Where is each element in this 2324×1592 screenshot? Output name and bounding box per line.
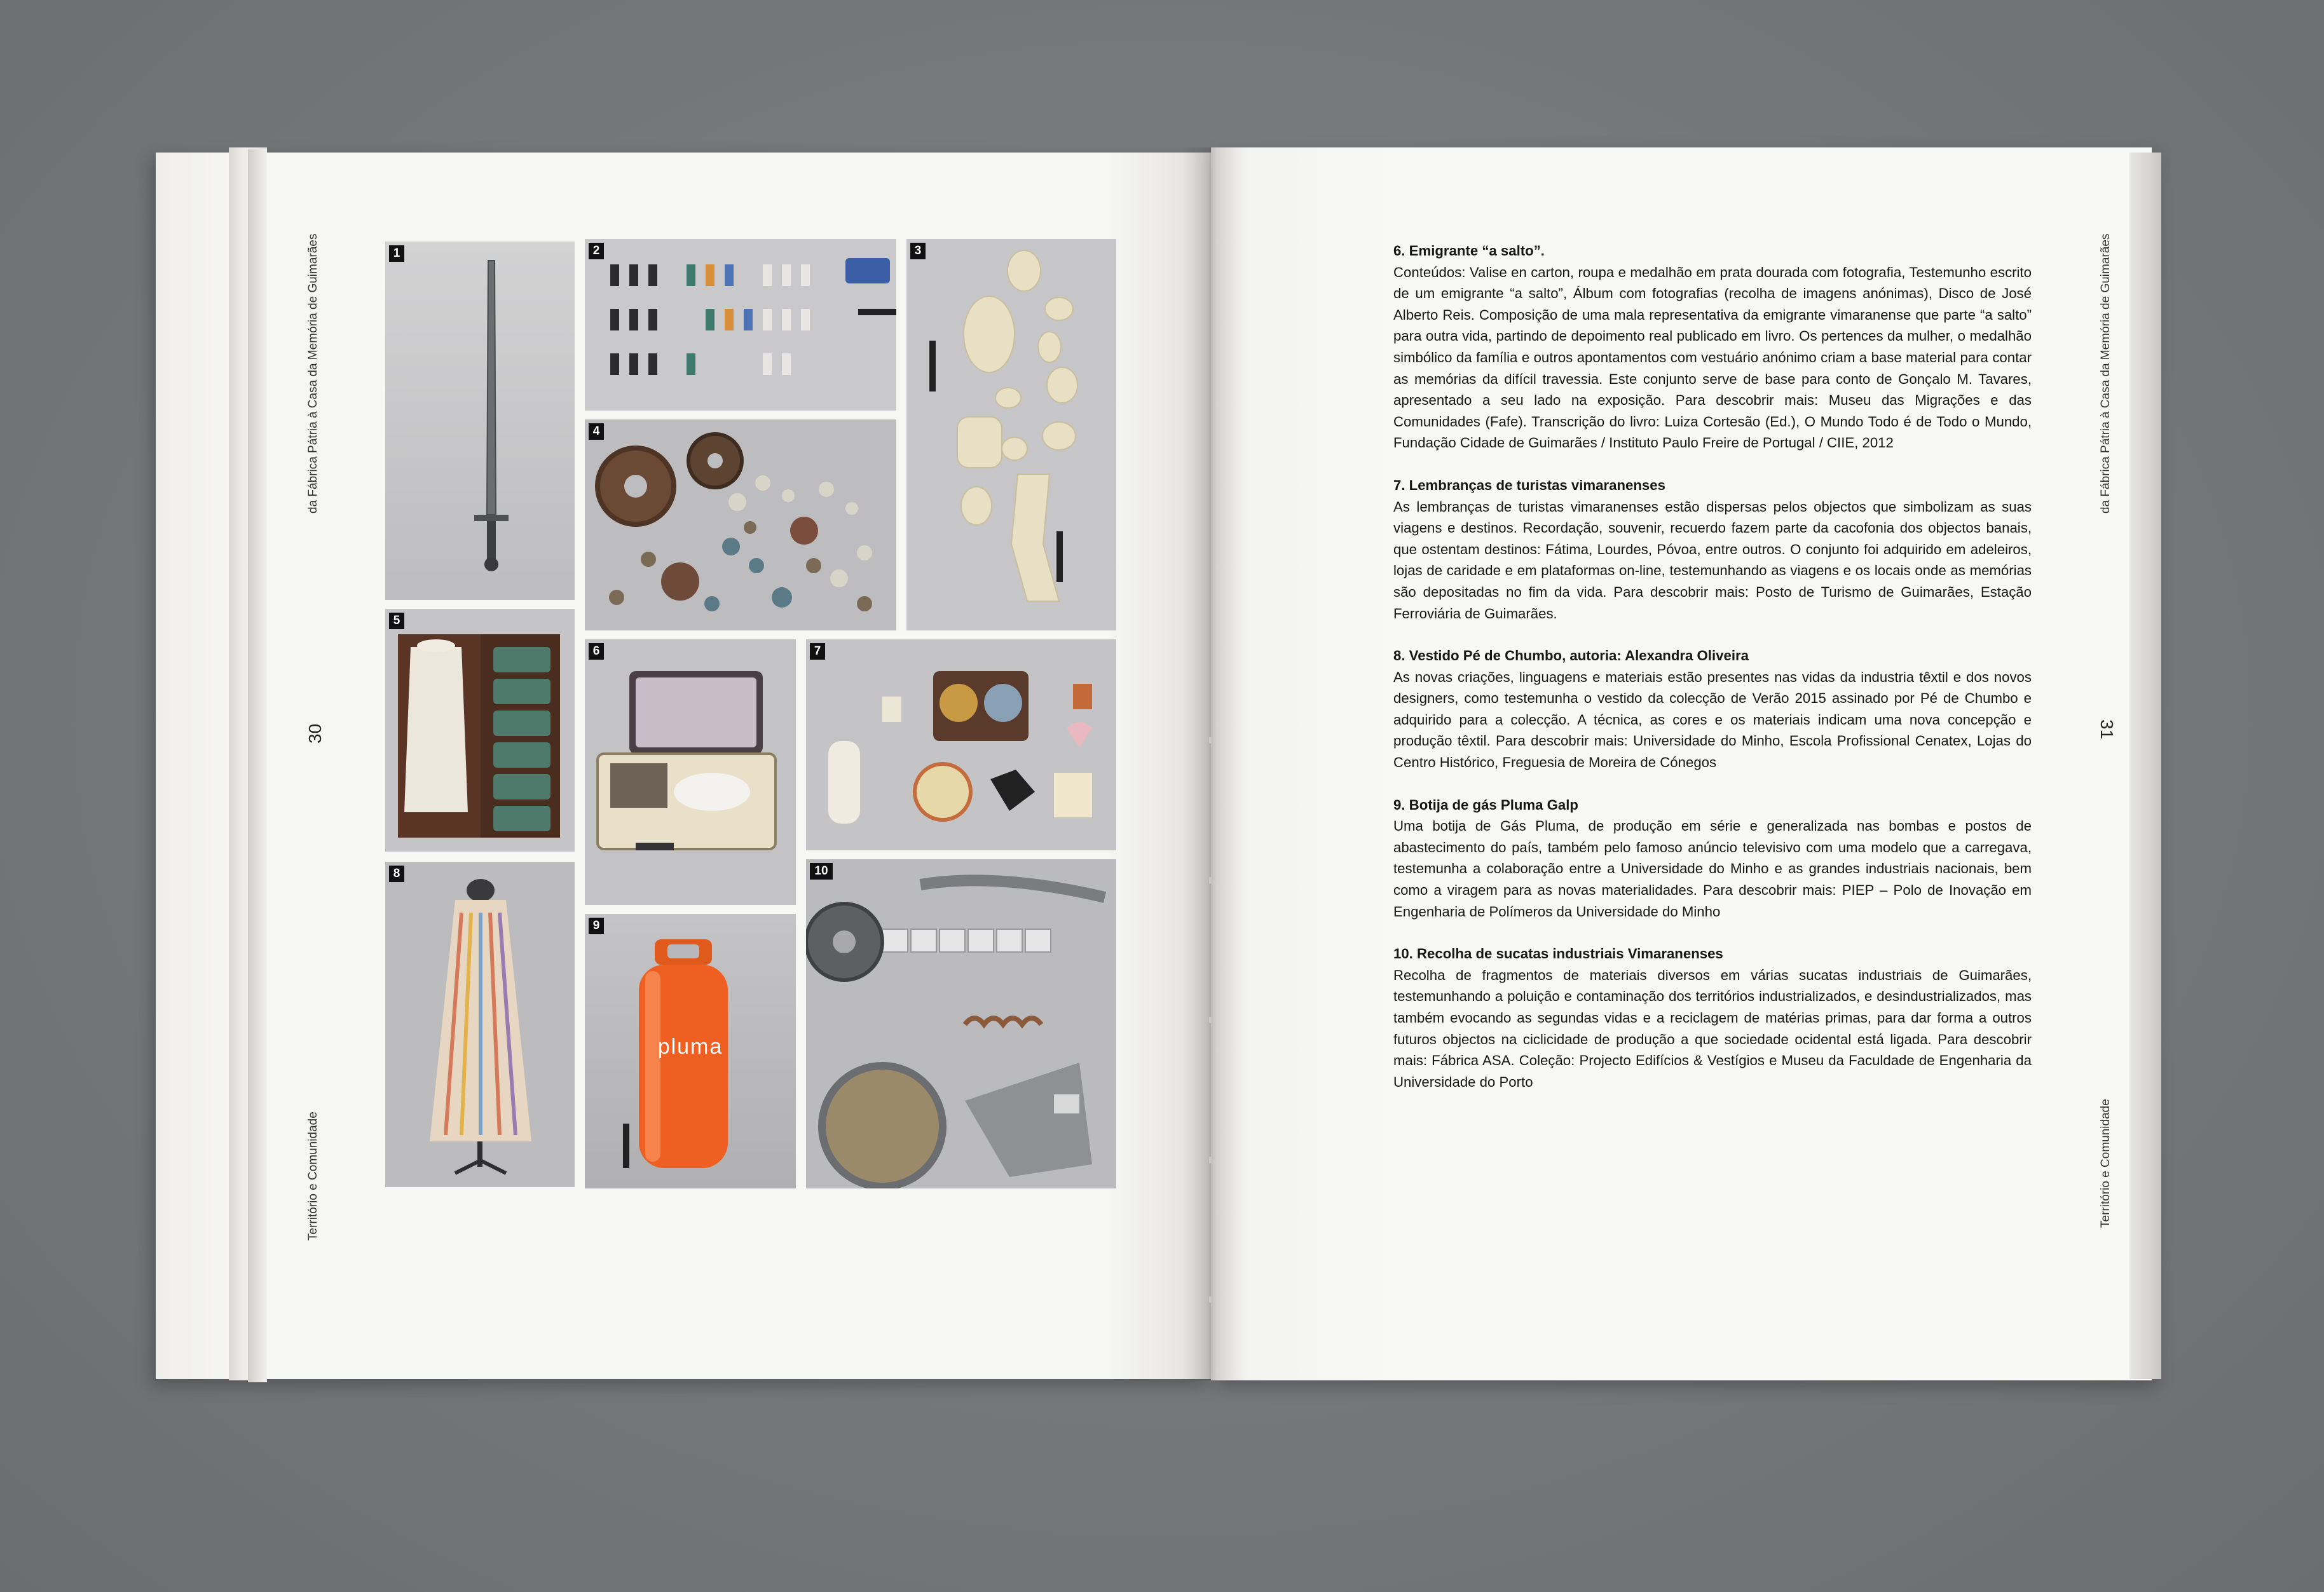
- binding-stitch: [1209, 737, 1212, 744]
- body-parts-illustration: [906, 239, 1116, 630]
- figure-3-body-parts-photo: [906, 239, 1116, 630]
- souvenirs-illustration: [806, 639, 1116, 850]
- binding-stitch: [1209, 877, 1212, 883]
- figure-9-gas-cylinder-photo: [585, 914, 796, 1188]
- figure-number-1: 1: [389, 245, 404, 262]
- cylinder-brand-label: pluma: [657, 1035, 723, 1059]
- page-number-left: 30: [305, 723, 325, 744]
- figure-number-4: 4: [589, 423, 604, 440]
- page-number-right: 31: [2097, 719, 2117, 740]
- figure-number-5: 5: [389, 613, 404, 629]
- entry-body: As lembranças de turistas vimaranenses estão dispersas pelos objectos que simbolizam as suas viagens e destinos. Recordação, souvenir, recuerdo fazem parte da cacofonia dos objectos banais, que ostentam destinos: Fátima, Lourdes, Póvoa, entre outros. O conjunto foi adquirido em adeleiros, lojas de caridade e em plataformas on-line, testemunhando as viagens e os locais onde as memórias são depositadas no fim da vida. Para descobrir mais: Posto de Turismo de Guimarães, Estação Ferroviária de Guimarães.: [1393, 498, 2032, 622]
- gears-illustration: [585, 419, 896, 630]
- figure-number-6: 6: [589, 643, 604, 660]
- figure-7-souvenirs-photo: [806, 639, 1116, 850]
- binding-stitch: [1209, 1157, 1212, 1163]
- figure-number-7: 7: [810, 643, 825, 660]
- entry-title: 10. Recolha de sucatas industriais Vimaranenses: [1393, 946, 1723, 962]
- entry-title: 6. Emigrante “a salto”.: [1393, 243, 1545, 259]
- left-page-inner-edge: [248, 149, 267, 1382]
- figure-1-sword-photo: [385, 242, 575, 600]
- dress-illustration: [385, 862, 575, 1187]
- entry-title: 9. Botija de gás Pluma Galp: [1393, 796, 1578, 813]
- entry-body: Conteúdos: Valise en carton, roupa e medalhão em prata dourada com fotografia, Testemunho escrito de um emigrante “a salto”, Álbum com fotografias (recolha de imagens anónimas), Disco de José Alberto Reis. Composição de uma mala representativa da emigrante vimaranense que parte “a salto” para outra vida, partindo de depoimento real publicado em livro. Os pertences da mulher, o medalhão simbólico da família e outros apontamentos com vestuário anónimo criam a base material para contar as memórias da difícil travessia. Este conjunto serve de base para conto de Gonçalo M. Tavares, apresentado a seu lado na exposição. Para descobrir mais: Museu das Migrações e das Comunidades (Fafe). Transcrição do livro: Luiza Cortesão (Ed.), O Mundo Todo é de Todo o Mundo, Fundação Cidade de Guimarães / Instituto Paulo Freire de Portugal / CIIE, 2012: [1393, 264, 2032, 451]
- running-head-top-right: da Fábrica Pátria à Casa da Memória de Guimarães: [2099, 233, 2112, 514]
- figure-5-trunk-photo: [385, 609, 575, 852]
- figure-number-9: 9: [589, 918, 604, 934]
- figure-2-figurines-photo: [585, 239, 896, 411]
- figure-number-10: 10: [810, 863, 833, 880]
- figure-10-industrial-scrap-photo: [806, 859, 1116, 1188]
- entry-9: [1393, 794, 2032, 923]
- industrial-scrap-illustration: [806, 859, 1116, 1188]
- running-head-top-left: da Fábrica Pátria à Casa da Memória de Guimarães: [306, 233, 320, 514]
- text-column: [1393, 240, 2032, 1113]
- entry-10: [1393, 943, 2032, 1092]
- binding-stitch: [1209, 1296, 1212, 1303]
- running-head-bottom-left: Território e Comunidade: [306, 1112, 320, 1241]
- binding-stitch: [1209, 1017, 1212, 1023]
- entry-body: Uma botija de Gás Pluma, de produção em série e generalizada nas bombas e postos de abastecimento do país, também pelo famoso anúncio televisivo com uma modelo que a carregava, testemunha a colaboração entre a Universidade do Minho e as grandes industriais nacionais, bem como a viragem para as novas materialidades. Para descobrir mais: PIEP – Polo de Inovação em Engenharia de Polímeros da Universidade do Minho: [1393, 818, 2032, 920]
- entry-body: As novas criações, linguagens e materiais estão presentes nas vidas da industria têxtil e dos novos designers, como testemunha o vestido da colecção de Verão 2015 assinado por Pé de Chumbo e adquirido para a colecção. A técnica, as cores e os materiais indicam uma nova concepção e produção têxtil. Para descobrir mais: Universidade do Minho, Escola Profissional Cenatex, Lojas do Centro Histórico, Freguesia de Moreira de Cónegos: [1393, 669, 2032, 771]
- suitcase-illustration: [585, 639, 796, 905]
- entry-title: 7. Lembranças de turistas vimaranenses: [1393, 477, 1665, 493]
- entry-body: Recolha de fragmentos de materiais diversos em várias sucatas industriais de Guimarães, testemunhando a poluição e contaminação dos territórios industrializados, e desindustrializados, mas também evocando as segundas vidas e a reciclagem de matérias primas, para dar forma a outros futuros objectos na ciclicidade de produção a que sociedade ocidental está ligada. Para descobrir mais: Fábrica ASA. Coleção: Projecto Edifícios & Vestígios e Museu da Faculdade de Engenharia da Universidade do Porto: [1393, 967, 2032, 1090]
- figure-6-suitcase-photo: [585, 639, 796, 905]
- figure-8-dress-photo: [385, 862, 575, 1187]
- entry-8: [1393, 645, 2032, 773]
- gutter-shadow: [1182, 147, 1240, 1380]
- figure-number-8: 8: [389, 866, 404, 882]
- figurines-illustration: [585, 239, 896, 411]
- entry-7: [1393, 475, 2032, 624]
- running-head-bottom-right: Território e Comunidade: [2099, 1099, 2112, 1228]
- trunk-illustration: [385, 609, 575, 852]
- right-page-edges: [2129, 153, 2161, 1379]
- figure-number-2: 2: [589, 243, 604, 259]
- figure-4-gears-photo: [585, 419, 896, 630]
- entry-6: [1393, 240, 2032, 454]
- sword-illustration: [385, 242, 575, 600]
- entry-title: 8. Vestido Pé de Chumbo, autoria: Alexandra Oliveira: [1393, 648, 1749, 664]
- figure-number-3: 3: [910, 243, 926, 259]
